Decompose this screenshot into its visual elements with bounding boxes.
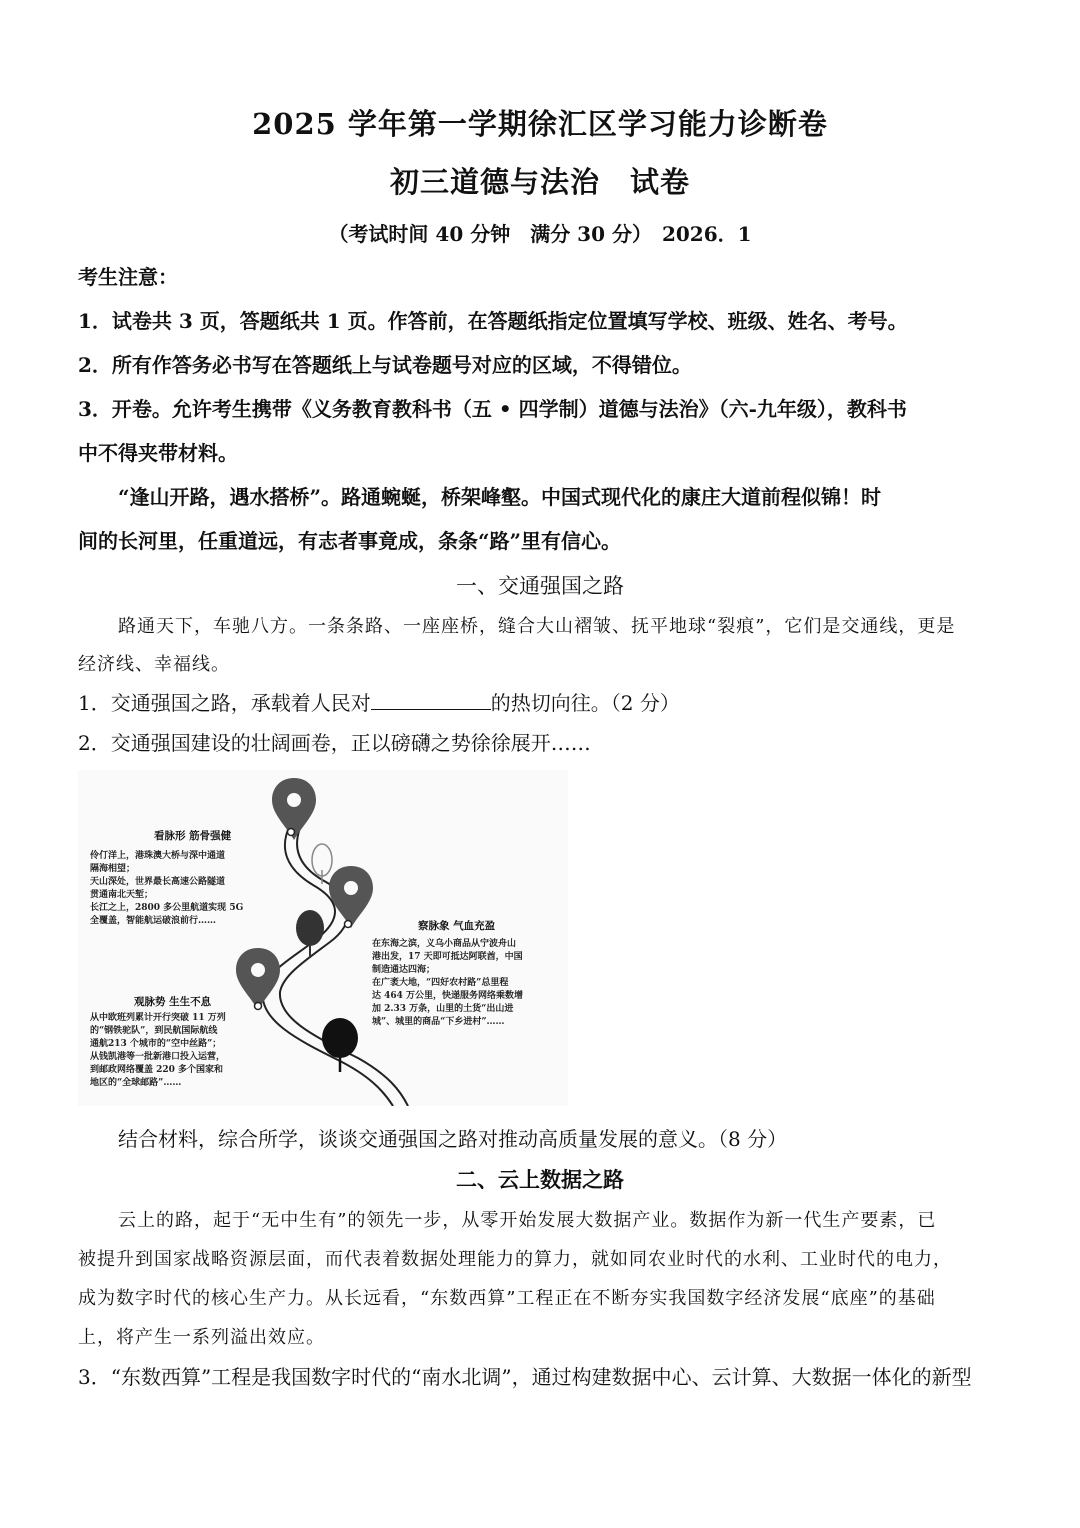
- figure-block2-line: 制造通达四海；: [372, 965, 436, 975]
- exam-title: 2025 学年第一学期徐汇区学习能力诊断卷: [252, 107, 828, 141]
- figure-block2-line: 港出发，17 天即可抵达阿联酋，中国: [372, 952, 523, 962]
- tree-1: [312, 844, 332, 884]
- answer-blank: [371, 689, 491, 710]
- figure-block1-text: [90, 850, 243, 928]
- figure-block1-line: 全覆盖，智能航运破浪前行……: [90, 916, 217, 926]
- intro-line-2: 间的长河里，任重道远，有志者事竟成，条条“路”里有信心。: [78, 529, 622, 553]
- notice-item-3: 3．开卷。允许考生携带《义务教育教科书（五 • 四学制）道德与法治》（六-九年级），教科书: [78, 397, 907, 421]
- map-pin-2: [329, 866, 373, 928]
- section2-para-2: 被提升到国家战略资源层面，而代表着数据处理能力的算力，就如同农业时代的水利、工业时代的电力，: [78, 1249, 952, 1270]
- section2-para-3: 成为数字时代的核心生产力。从长远看，“东数西算”工程正在不断夯实我国数字经济发展“底座”的基础: [78, 1288, 936, 1309]
- tree-3: [322, 1018, 358, 1072]
- figure-block3-line: 从中欧班列累计开行突破 11 万列: [90, 1013, 226, 1023]
- figure-block3-line: 地区的“全球邮路”……: [90, 1078, 182, 1088]
- figure-block2-text: [372, 938, 523, 1029]
- exam-subtitle: 初三道德与法治 试卷: [389, 165, 690, 199]
- route-dot-2: [345, 921, 352, 928]
- figure-block2-title: 察脉象 气血充盈: [418, 920, 496, 932]
- figure-block2-line: 在广袤大地，“四好农村路”总里程: [372, 978, 509, 988]
- notice-item-3-cont: 中不得夹带材料。: [78, 441, 238, 465]
- notice-item-1: 1．试卷共 3 页，答题纸共 1 页。作答前，在答题纸指定位置填写学校、班级、姓名、考号。: [78, 309, 908, 333]
- map-pin-3: [236, 948, 280, 1010]
- section1-title: 一、交通强国之路: [456, 574, 624, 598]
- transport-roadmap-figure: [78, 770, 568, 1106]
- section2-para-1: 云上的路，起于“无中生有”的领先一步，从零开始发展大数据产业。数据作为新一代生产要素，已: [118, 1210, 937, 1231]
- question-2: 2．交通强国建设的壮阔画卷，正以磅礴之势徐徐展开……: [78, 731, 591, 755]
- figure-block1-line: 贯通南北天堑；: [90, 890, 154, 900]
- section2-para-4: 上，将产生一系列溢出效应。: [78, 1327, 325, 1348]
- intro-line-1: “逢山开路，遇水搭桥”。路通蜿蜒，桥架峰壑。中国式现代化的康庄大道前程似锦！时: [118, 485, 882, 509]
- figure-block1-title: 看脉形 筋骨强健: [154, 830, 232, 842]
- exam-meta: （考试时间 40 分钟 满分 30 分） 2026．1: [328, 222, 752, 246]
- section1-para-1: 路通天下，车驰八方。一条条路、一座座桥，缝合大山褶皱、抚平地球“裂痕”，它们是交通线，更是: [118, 616, 956, 637]
- route-dot-3: [255, 1003, 262, 1010]
- figure-block1-line: 伶仃洋上，港珠澳大桥与深中通道: [90, 851, 226, 861]
- notice-heading: 考生注意：: [78, 265, 178, 289]
- question-1-suffix: 的热切向往。（2 分）: [490, 691, 680, 715]
- figure-block3-title: 观脉势 生生不息: [134, 996, 212, 1008]
- figure-block3-line: 到邮政网络覆盖 220 多个国家和: [90, 1065, 224, 1075]
- figure-block3-text: [90, 1012, 226, 1090]
- question-1-prefix: 1．交通强国之路，承载着人民对: [78, 691, 371, 715]
- figure-block3-line: 通航213 个城市的“空中丝路”；: [90, 1039, 222, 1049]
- figure-block2-line: 在东海之滨，义乌小商品从宁波舟山: [372, 939, 517, 949]
- figure-block3-line: 的“钢铁驼队”，到民航国际航线: [90, 1026, 218, 1036]
- figure-block2-line: 达 464 万公里，快递服务网络乘数增: [372, 991, 524, 1001]
- figure-block3-line: 从钱凯港等一批新港口投入运营，: [90, 1052, 226, 1062]
- figure-block1-line: 天山深处，世界最长高速公路隧道: [90, 877, 226, 887]
- figure-block1-line: 长江之上，2800 多公里航道实现 5G: [90, 903, 244, 913]
- section2-title: 二、云上数据之路: [456, 1167, 624, 1192]
- notice-item-2: 2．所有作答务必书写在答题纸上与试卷题号对应的区域，不得错位。: [78, 353, 692, 377]
- route-dot-1: [288, 829, 295, 836]
- question-2-task: 结合材料，综合所学，谈谈交通强国之路对推动高质量发展的意义。（8 分）: [118, 1127, 788, 1151]
- question-1: [78, 688, 1003, 718]
- question-3: 3．“东数西算”工程是我国数字时代的“南水北调”，通过构建数据中心、云计算、大数据一体化的新型: [78, 1365, 972, 1389]
- figure-block2-line: 城”、城里的商品“下乡进村”……: [372, 1017, 505, 1027]
- figure-block2-line: 加 2.33 万条，山里的土货“出山进: [372, 1004, 514, 1014]
- figure-block1-line: 隔海相望；: [90, 864, 136, 874]
- section1-para-2: 经济线、幸福线。: [78, 654, 230, 675]
